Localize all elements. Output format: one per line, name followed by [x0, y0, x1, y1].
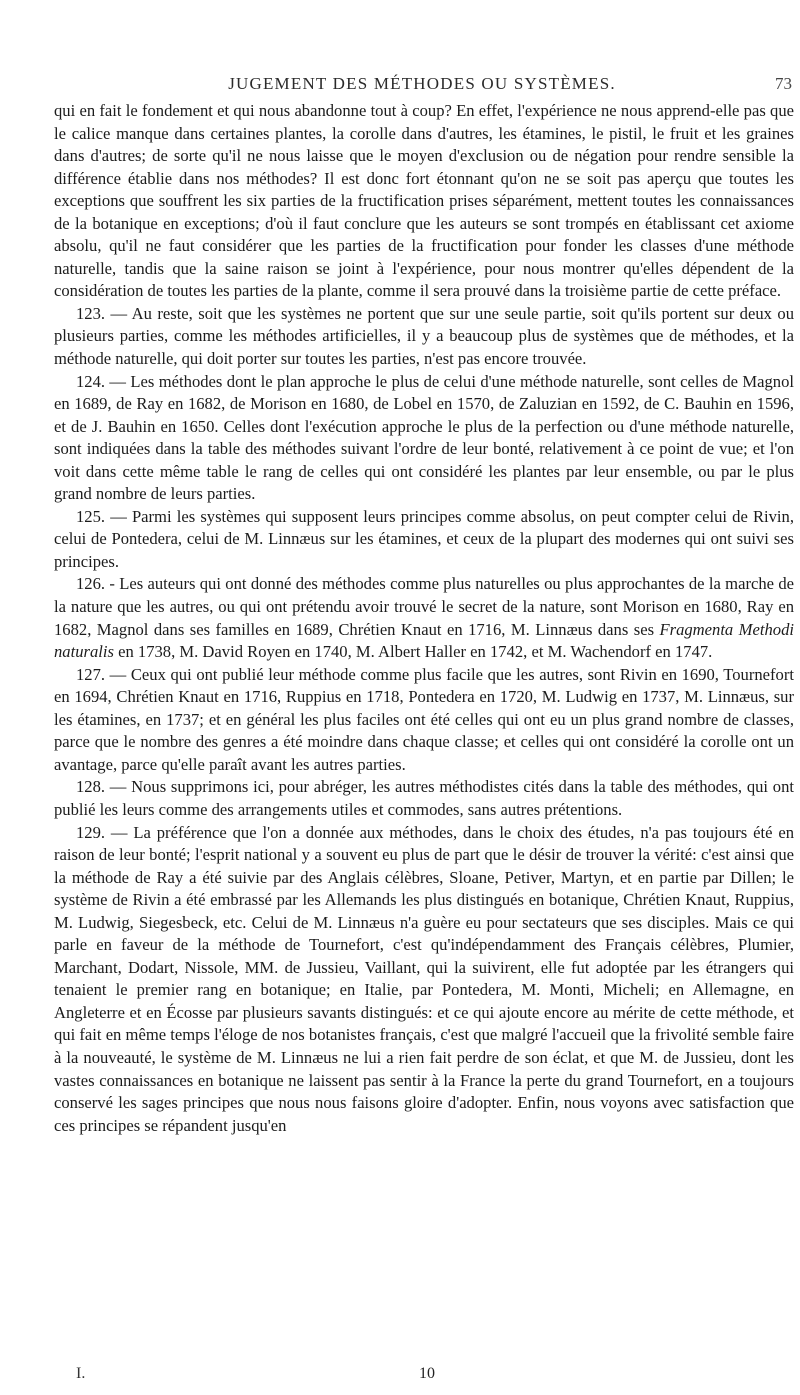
- paragraph-123: 123. — Au reste, soit que les systèmes ne portent que sur une seule partie, soit qu'ils portent sur deux ou plusieurs parties, comme les méthodes artificielles, il y a beaucoup plus de systèmes que de méthodes, et la méthode naturelle, qui doit porter sur toutes les parties, n'est pas encore trouvée.: [54, 303, 794, 369]
- paragraph-129: 129. — La préférence que l'on a donnée aux méthodes, dans le choix des études, n'a pas toujours été en raison de leur bonté; l'esprit national y a souvent eu plus de part que le désir de trouver la vérité: c'est ainsi que la méthode de Ray a été suivie par des Anglais célèbres, Sloane, Petiver, Martyn, et en partie par Dillen; le système de Rivin a été embrassé par les Allemands les plus distingués en botanique, Chrétien Knaut, Ruppius, M. Ludwig, Siegesbeck, etc. Celui de M. Linnæus n'a guère eu pour sectateurs que ses disciples. Mais ce qui parle en faveur de la méthode de Tournefort, c'est qu'indépendamment des Français célèbres, Plumier, Marchant, Dodart, Nissole, MM. de Jussieu, Vaillant, qui la suivirent, elle fut adoptée par les étrangers qui tenaient le premier rang en botanique; en Italie, par Pontedera, M. Monti, Micheli; en Allemagne, en Angleterre et en Écosse par plusieurs savants distingués: et ce qui ajoute encore au mérite de cette méthode, et qui fait en même temps l'éloge de nos botanistes français, c'est que malgré l'accueil que la frivolité semble faire à la nouveauté, le système de M. Linnæus ne lui a rien fait perdre de son éclat, et que M. de Jussieu, dont les vastes connaissances en botanique ne laissent pas sentir à la France la perte du grand Tournefort, en a toujours conservé les sages principes que nous nous faisons gloire d'adopter. Enfin, nous voyons avec satisfaction que ces principes se répandent jusqu'en: [54, 822, 794, 1135]
- paragraph-126-italic-title: Fragmenta Methodi naturalis: [54, 619, 794, 662]
- paragraph-124: 124. — Les méthodes dont le plan approche le plus de celui d'une méthode naturelle, sont celles de Magnol en 1689, de Ray en 1682, de Morison en 1680, de Lobel en 1570, de Zaluzian en 1592, de C. Bauhin en 1596, et de J. Bauhin en 1650. Celles dont l'exécution approche le plus de la perfection ou d'une méthode naturelle, sont indiquées dans la table des méthodes suivant l'ordre de leur bonté, relativement à ce point de vue; et l'on voit dans cette même table le rang de celles qui ont considéré les plantes par leur ensemble, ou par le plus grand nombre de leurs parties.: [54, 371, 794, 504]
- paragraph-126-text-before: 126. - Les auteurs qui ont donné des méthodes comme plus naturelles ou plus approchantes de la marche de la nature que les autres, ou qui ont prétendu avoir trouvé le secret de la nature, sont Morison en 1680, Ray en 1682, Magnol dans ses familles en 1689, Chrétien Knaut en 1716, M. Linnæus dans ses: [54, 574, 794, 639]
- text-body: [54, 100, 794, 1137]
- signature-mark: I.: [76, 1365, 86, 1382]
- gathering-number: 10: [419, 1365, 435, 1382]
- page-number: 73: [775, 74, 792, 93]
- paragraph-continuation: qui en fait le fondement et qui nous abandonne tout à coup? En effet, l'expérience ne nous apprend-elle pas que le calice manque dans certaines plantes, la corolle dans d'autres, les étamines, le pistil, le fruit et les graines dans d'autres; de sorte qu'il ne nous laisse que le moyen d'exclusion ou de négation pour rendre sensible la différence établie dans nos méthodes? Il est donc fort étonnant qu'on ne se soit pas aperçu que toutes les exceptions que souffrent les six parties de la fructification prises séparément, mettent toutes les connaissances de la botanique en exceptions; d'où il faut conclure que les auteurs se sont trompés en établissant cet axiome absolu, qu'il ne faut considérer que les parties de la fructification pour fonder les classes d'une méthode naturelle, tandis que la saine raison se joint à l'expérience, pour nous montrer qu'elles dépendent de la considération de toutes les parties de la plante, comme il sera prouvé dans la troisième partie de cette préface.: [54, 101, 794, 301]
- header-title: JUGEMENT DES MÉTHODES OU SYSTÈMES.: [228, 74, 616, 93]
- running-header: [52, 74, 792, 96]
- paragraph-125: 125. — Parmi les systèmes qui supposent leurs principes comme absolus, on peut compter celui de Rivin, celui de Pontedera, celui de M. Linnæus sur les étamines, et ceux de la plupart des modernes qui ont suivi ses principes.: [54, 506, 794, 571]
- paragraph-126-text-after: en 1738, M. David Royen en 1740, M. Albert Haller en 1742, et M. Wachendorf en 1747.: [113, 642, 713, 662]
- page-footer: [54, 1365, 794, 1387]
- paragraph-127: 127. — Ceux qui ont publié leur méthode comme plus facile que les autres, sont Rivin en 1690, Tournefort en 1694, Chrétien Knaut en 1716, Ruppius en 1718, Pontedera en 1720, M. Ludwig en 1737, M. Linnæus, sur les étamines, en 1737; et en général les plus faciles ont été celles qui ont eu un plus grand nombre de classes, parce que le nombre des genres a été moindre dans chaque classe; et celles qui ont considéré la corolle ont un avantage, parce qu'elle paraît avant les autres parties.: [54, 664, 794, 774]
- paragraph-126: [54, 573, 794, 663]
- paragraph-128: 128. — Nous supprimons ici, pour abréger, les autres méthodistes cités dans la table des méthodes, qui ont publié les leurs comme des arrangements utiles et commodes, sans autres prétentions.: [54, 777, 794, 819]
